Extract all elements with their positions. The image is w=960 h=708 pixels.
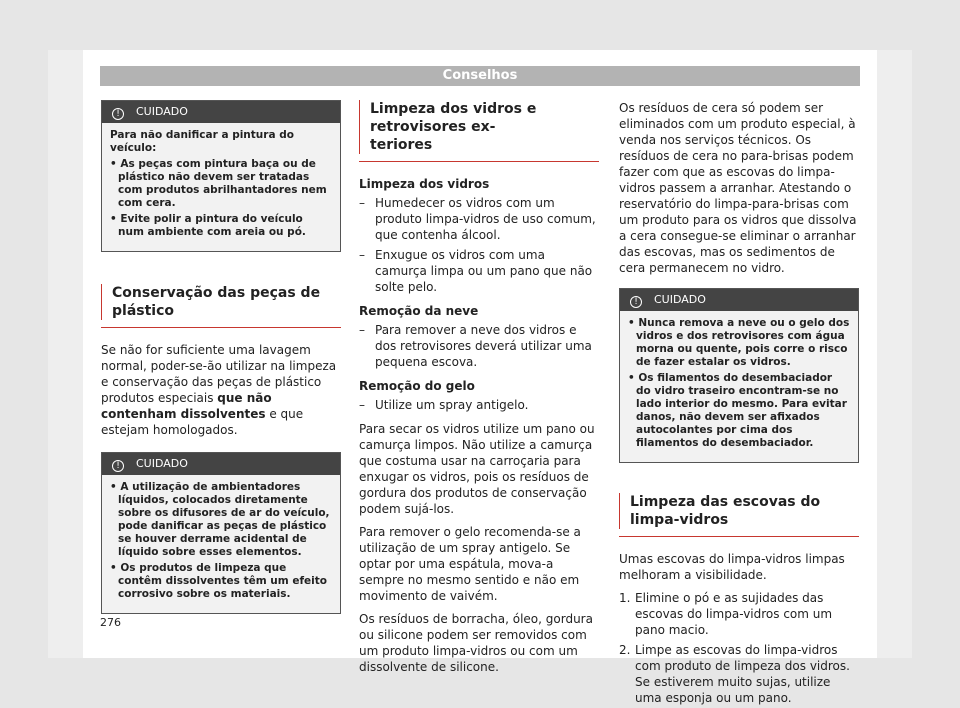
column-middle: [359, 100, 599, 682]
caution-box: [619, 288, 859, 463]
caution-bullet: • Nunca remova a neve ou o gelo dos vidros e dos retrovisores com água morna ou quente, pois corre o risco de fazer estalar os vidros.: [628, 317, 850, 368]
caution-label: CUIDADO: [136, 457, 188, 470]
caution-body: [620, 311, 858, 462]
dash-item: – Enxugue os vidros com uma camurça limpa ou um pano que não solte pelo.: [359, 247, 599, 295]
caution-bullet: • Os produtos de limpeza que contêm dissolventes têm um efeito corrosivo sobre os materiais.: [110, 562, 328, 600]
warning-icon: !: [112, 108, 124, 120]
column-right: [619, 100, 859, 708]
caution-body: [102, 475, 340, 613]
caution-header: [102, 453, 340, 475]
numbered-step: 2. Limpe as escovas do limpa-vidros com produto de limpeza dos vidros. Se estiverem muito sujas, utilize uma esponja ou um pano.: [619, 643, 850, 705]
caution-bullet: • Os filamentos do desembaciador do vidro traseiro encontram-se no lado interior do mesmo. Para evitar danos, não devem ser afixados autocolantes por cima dos filamentos do desembaciador.: [628, 372, 847, 449]
numbered-step: 1. Elimine o pó e as sujidades das escovas do limpa-vidros com um pano macio.: [619, 591, 833, 637]
caution-box: [101, 100, 341, 252]
caution-label: CUIDADO: [654, 293, 706, 306]
body-paragraph: Os resíduos de cera só podem ser eliminados com um produto especial, à venda nos serviços técnicos. Os resíduos de cera no para-brisas podem fazer com que as escovas do limpa-vidros passem a arranhar. Atestando o reservatório do limpa-para-brisas com um produto para os vidros que dissolva a cera consegue-se eliminar o arranhar das escovas, mas os sedimentos de cera permanecem no vidro.: [619, 101, 857, 275]
subheading: Remoção da neve: [359, 304, 479, 318]
caution-header: [102, 101, 340, 123]
body-paragraph: Para secar os vidros utilize um pano ou camurça limpos. Não utilize a camurça que costuma usar na carroçaria para enxugar os vidros, pois os resíduos de gordura dos produtos de conservação podem sujá-los.: [359, 422, 595, 516]
warning-icon: !: [112, 460, 124, 472]
body-paragraph: Umas escovas do limpa-vidros limpas melhoram a visibilidade.: [619, 552, 845, 582]
section-heading: Limpeza das escovas do limpa-vidros: [619, 493, 859, 537]
dash-item: – Humedecer os vidros com um produto limpa-vidros de uso comum, que contenha álcool.: [359, 195, 599, 243]
subheading: Remoção do gelo: [359, 379, 475, 393]
caution-bullet: • As peças com pintura baça ou de plástico não devem ser tratadas com produtos abrilhantadores nem com cera.: [110, 158, 327, 209]
warning-icon: !: [630, 296, 642, 308]
caution-bullet: • Evite polir a pintura do veículo num ambiente com areia ou pó.: [110, 213, 306, 238]
body-paragraph: Se não for suficiente uma lavagem normal, poder-se-ão utilizar na limpeza e conservação das peças de plástico produtos especiais que não contenham dissolventes e que estejam homologados.: [101, 343, 337, 437]
body-paragraph: Para remover o gelo recomenda-se a utilização de um spray antigelo. Se optar por uma espátula, mova-a sempre no mesmo sentido e não em movimento de vaivém.: [359, 525, 581, 603]
dash-item: – Utilize um spray antigelo.: [359, 397, 599, 413]
caution-box: [101, 452, 341, 614]
caution-intro: Para não danificar a pintura do veículo:: [110, 129, 294, 154]
section-heading: Conservação das peças de plástico: [101, 284, 341, 328]
section-header: Conselhos: [100, 66, 860, 86]
caution-bullet: • A utilização de ambientadores líquidos, colocados diretamente sobre os difusores de ar do veículo, pode danificar as peças de plástico se houver derrame acidental de líquido sobre esses elementos.: [110, 481, 330, 558]
column-left: [101, 100, 341, 614]
section-heading: Limpeza dos vidros e retrovisores ex- teriores: [359, 100, 599, 162]
caution-body: [102, 123, 340, 251]
body-paragraph: Os resíduos de borracha, óleo, gordura ou silicone podem ser removidos com um produto limpa-vidros ou com um dissolvente de silicone.: [359, 612, 593, 674]
page-number: 276: [100, 616, 121, 629]
dash-item: – Para remover a neve dos vidros e dos retrovisores deverá utilizar uma pequena escova.: [359, 322, 599, 370]
caution-header: [620, 289, 858, 311]
subheading: Limpeza dos vidros: [359, 177, 490, 191]
caution-label: CUIDADO: [136, 105, 188, 118]
